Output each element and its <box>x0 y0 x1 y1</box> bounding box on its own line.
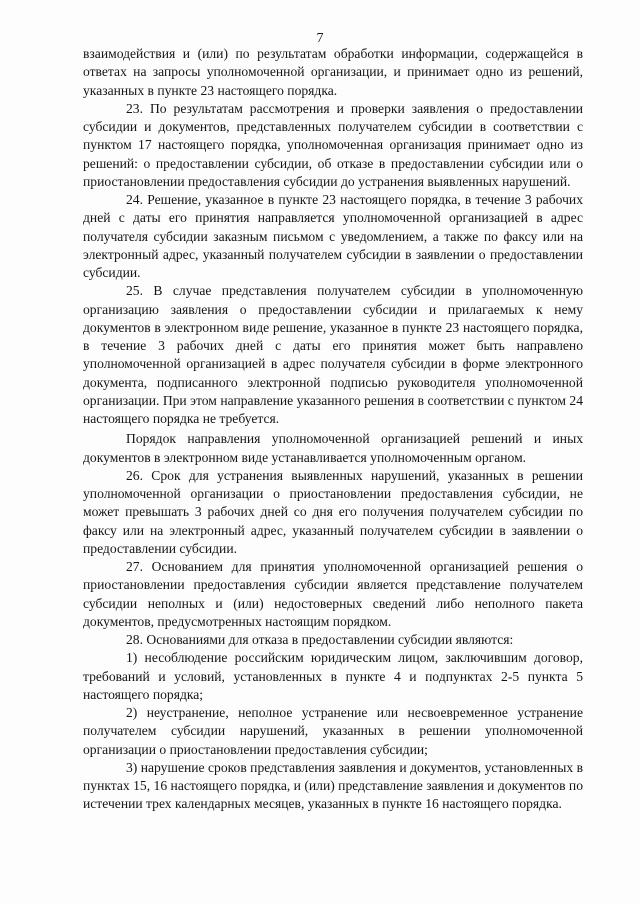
page-number: 7 <box>316 31 324 46</box>
paragraph-25: 25. В случае представления получателем субсидии в уполномоченную организацию заявления о предоставлении субсидии и прилагаемых к нему документов в электронном виде решение, указанное в пункте 23 настоящего порядка, в течение 3 рабочих дней с даты его принятия может быть направлено уполномоченной организацией в адрес получателя субсидии в форме электронного документа, подписанного электронной подписью руководителя уполномоченной организации. При этом направление указанного решения в соответствии с пунктом 24 настоящего порядка не требуется. <box>83 283 583 426</box>
paragraph-24: 24. Решение, указанное в пункте 23 настоящего порядка, в течение 3 рабочих дней с даты его принятия направляется уполномоченной организацией в адрес получателя субсидии заказным письмом с уведомлением, а также по факсу или на электронный адрес, указанный получателем субсидии в заявлении о предоставлении субсидии. <box>83 192 583 280</box>
paragraph-28-item-2: 2) неустранение, неполное устранение или несвоевременное устранение получателем субсидии нарушений, указанных в решении уполномоченной организации о приостановлении предоставления субсидии; <box>83 705 583 757</box>
paragraph-continuation: взаимодействия и (или) по результатам обработки информации, содержащейся в ответах на запросы уполномоченной организации, и принимает одно из решений, указанных в пункте 23 настоящего порядка. <box>83 46 583 98</box>
paragraph-26: 26. Срок для устранения выявленных нарушений, указанных в решении уполномоченной организации о приостановлении предоставления субсидии, не может превышать 3 рабочих дней со дня его получения получателем субсидии по факсу или на электронный адрес, указанный получателем субсидии в заявлении о предоставлении субсидии. <box>83 467 583 556</box>
paragraph-28-item-3: 3) нарушение сроков представления заявления и документов, установленных в пунктах 15, 16 настоящего порядка, и (или) представление заявления и документов по истечении трех календарных месяцев, указанных в пункте 16 настоящего порядка. <box>83 759 583 812</box>
document-body <box>83 45 583 814</box>
paragraph-28-item-1: 1) несоблюдение российским юридическим лицом, заключившим договор, требований и условий, установленных в пункте 4 и подпунктах 2-5 пункта 5 настоящего порядка; <box>83 650 583 702</box>
paragraph-28: 28. Основаниями для отказа в предоставлении субсидии являются: <box>126 632 514 647</box>
paragraph-electronic-procedure: Порядок направления уполномоченной организацией решений и иных документов в электронном виде устанавливается уполномоченным органом. <box>83 431 583 465</box>
paragraph-27: 27. Основанием для принятия уполномоченной организацией решения о приостановлении предоставления субсидии является представление получателем субсидии неполных и (или) недостоверных сведений либо неполного пакета документов, предусмотренных настоящим порядком. <box>83 559 583 629</box>
paragraph-23: 23. По результатам рассмотрения и проверки заявления о предоставлении субсидии и документов, представленных получателем субсидии в соответствии с пунктом 17 настоящего порядка, уполномоченная организация принимает одно из решений: о предоставлении субсидии, об отказе в предоставлении субсидии или о приостановлении предоставления субсидии до устранения выявленных нарушений. <box>83 100 583 189</box>
